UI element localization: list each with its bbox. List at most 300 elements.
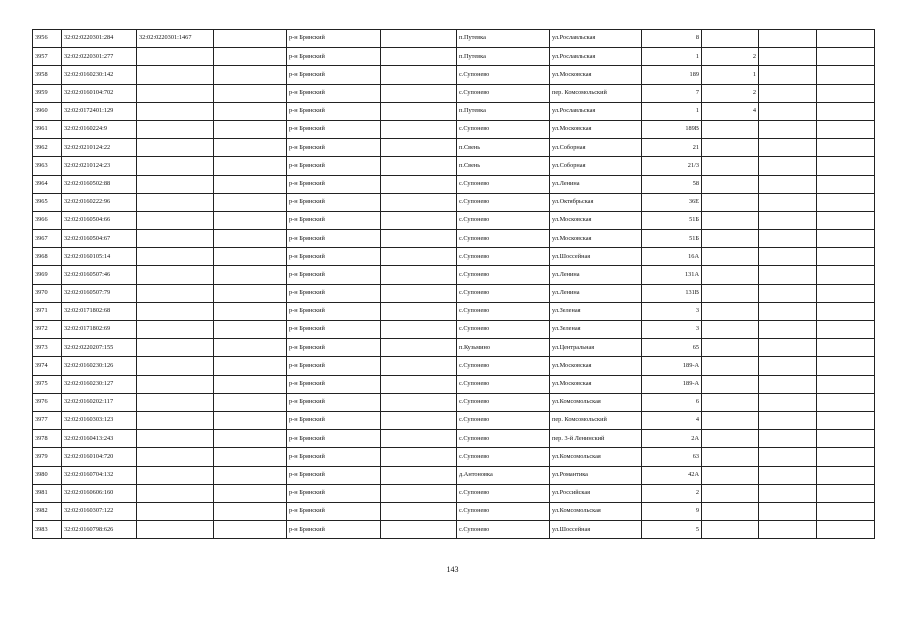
cadastral-number-cell: 32:02:0160230:142 — [62, 66, 137, 84]
street-cell: ул.Комсомольская — [550, 502, 642, 520]
empty-cell — [381, 175, 457, 193]
empty-cell — [381, 157, 457, 175]
district-cell: р-н Брянский — [287, 502, 381, 520]
empty-cell — [214, 120, 287, 138]
cadastral-number-cell: 32:02:0160704:132 — [62, 466, 137, 484]
street-cell: ул.Московская — [550, 357, 642, 375]
flat-number-cell — [702, 339, 759, 357]
table-row — [33, 175, 875, 193]
empty-cell — [214, 84, 287, 102]
district-cell: р-н Брянский — [287, 30, 381, 48]
table-row — [33, 248, 875, 266]
cadastral-number-cell: 32:02:0220301:284 — [62, 30, 137, 48]
empty-cell — [817, 102, 875, 120]
parent-cadastral-number-cell — [137, 484, 214, 502]
table-row — [33, 120, 875, 138]
district-cell: р-н Брянский — [287, 393, 381, 411]
house-number-cell: 16А — [642, 248, 702, 266]
settlement-cell: с.Супонево — [457, 302, 550, 320]
empty-cell — [817, 466, 875, 484]
parent-cadastral-number-cell — [137, 139, 214, 157]
table-row — [33, 521, 875, 539]
empty-cell — [817, 30, 875, 48]
table-row — [33, 502, 875, 520]
table-row — [33, 266, 875, 284]
empty-cell — [214, 430, 287, 448]
empty-cell — [214, 393, 287, 411]
empty-cell — [817, 502, 875, 520]
cadastral-number-cell: 32:02:0210124:22 — [62, 139, 137, 157]
street-cell: пер. Комсомольский — [550, 84, 642, 102]
parent-cadastral-number-cell — [137, 502, 214, 520]
settlement-cell: с.Супонево — [457, 120, 550, 138]
empty-cell — [817, 302, 875, 320]
street-cell: ул.Ленина — [550, 284, 642, 302]
settlement-cell: п.Путевка — [457, 48, 550, 66]
parent-cadastral-number-cell — [137, 339, 214, 357]
empty-cell — [214, 321, 287, 339]
parent-cadastral-number-cell — [137, 84, 214, 102]
empty-cell — [381, 211, 457, 229]
cadastral-number-cell: 32:02:0160606:160 — [62, 484, 137, 502]
street-cell: пер. Комсомольский — [550, 411, 642, 429]
house-number-cell: 4 — [642, 411, 702, 429]
flat-number-cell — [702, 502, 759, 520]
table-row — [33, 448, 875, 466]
empty-cell — [817, 339, 875, 357]
empty-cell — [817, 193, 875, 211]
settlement-cell: с.Супонево — [457, 248, 550, 266]
house-number-cell: 3 — [642, 321, 702, 339]
cadastral-number-cell: 32:02:0160413:243 — [62, 430, 137, 448]
flat-number-cell: 1 — [702, 66, 759, 84]
empty-cell — [381, 30, 457, 48]
table-row — [33, 157, 875, 175]
district-cell: р-н Брянский — [287, 357, 381, 375]
empty-cell — [214, 502, 287, 520]
flat-number-cell: 4 — [702, 102, 759, 120]
settlement-cell: с.Супонево — [457, 484, 550, 502]
empty-cell — [214, 484, 287, 502]
row-number-cell: 3983 — [33, 521, 62, 539]
cadastral-number-cell: 32:02:0160798:626 — [62, 521, 137, 539]
street-cell: ул.Московская — [550, 66, 642, 84]
table-row — [33, 30, 875, 48]
table-row — [33, 466, 875, 484]
parent-cadastral-number-cell — [137, 430, 214, 448]
table-row — [33, 430, 875, 448]
house-number-cell: 58 — [642, 175, 702, 193]
empty-cell — [817, 175, 875, 193]
parent-cadastral-number-cell: 32:02:0220301:1467 — [137, 30, 214, 48]
table-row — [33, 393, 875, 411]
house-number-cell: 21/3 — [642, 157, 702, 175]
flat-number-cell — [702, 321, 759, 339]
cadastral-number-cell: 32:02:0160105:14 — [62, 248, 137, 266]
district-cell: р-н Брянский — [287, 248, 381, 266]
empty-cell — [759, 102, 817, 120]
district-cell: р-н Брянский — [287, 120, 381, 138]
flat-number-cell — [702, 393, 759, 411]
cadastral-number-cell: 32:02:0160507:79 — [62, 284, 137, 302]
street-cell: ул.Зеленая — [550, 321, 642, 339]
empty-cell — [759, 466, 817, 484]
settlement-cell: с.Супонево — [457, 66, 550, 84]
table-row — [33, 375, 875, 393]
empty-cell — [759, 157, 817, 175]
row-number-cell: 3976 — [33, 393, 62, 411]
house-number-cell: 51Б — [642, 211, 702, 229]
flat-number-cell — [702, 375, 759, 393]
house-number-cell: 1 — [642, 48, 702, 66]
table-row — [33, 284, 875, 302]
cadastral-number-cell: 32:02:0220301:277 — [62, 48, 137, 66]
parent-cadastral-number-cell — [137, 466, 214, 484]
street-cell: ул.Шоссейная — [550, 248, 642, 266]
street-cell: ул.Октябрьская — [550, 193, 642, 211]
row-number-cell: 3969 — [33, 266, 62, 284]
empty-cell — [759, 139, 817, 157]
flat-number-cell — [702, 448, 759, 466]
empty-cell — [214, 193, 287, 211]
district-cell: р-н Брянский — [287, 411, 381, 429]
row-number-cell: 3956 — [33, 30, 62, 48]
empty-cell — [381, 48, 457, 66]
street-cell: ул.Романтика — [550, 466, 642, 484]
parent-cadastral-number-cell — [137, 411, 214, 429]
district-cell: р-н Брянский — [287, 321, 381, 339]
district-cell: р-н Брянский — [287, 175, 381, 193]
empty-cell — [759, 84, 817, 102]
settlement-cell: с.Супонево — [457, 321, 550, 339]
settlement-cell: с.Супонево — [457, 175, 550, 193]
row-number-cell: 3962 — [33, 139, 62, 157]
empty-cell — [381, 302, 457, 320]
cadastral-number-cell: 32:02:0172401:129 — [62, 102, 137, 120]
empty-cell — [214, 211, 287, 229]
empty-cell — [214, 466, 287, 484]
parent-cadastral-number-cell — [137, 48, 214, 66]
street-cell: ул.Ленина — [550, 175, 642, 193]
table-row — [33, 193, 875, 211]
district-cell: р-н Брянский — [287, 375, 381, 393]
settlement-cell: с.Супонево — [457, 357, 550, 375]
district-cell: р-н Брянский — [287, 230, 381, 248]
house-number-cell: 131А — [642, 266, 702, 284]
settlement-cell: с.Супонево — [457, 211, 550, 229]
empty-cell — [214, 357, 287, 375]
table-row — [33, 230, 875, 248]
district-cell: р-н Брянский — [287, 84, 381, 102]
empty-cell — [214, 230, 287, 248]
empty-cell — [817, 321, 875, 339]
cadastral-number-cell: 32:02:0160307:122 — [62, 502, 137, 520]
empty-cell — [381, 102, 457, 120]
empty-cell — [817, 120, 875, 138]
settlement-cell: с.Супонево — [457, 375, 550, 393]
settlement-cell: с.Супонево — [457, 448, 550, 466]
street-cell: пер. 3-й Ленинский — [550, 430, 642, 448]
empty-cell — [214, 448, 287, 466]
empty-cell — [817, 84, 875, 102]
table-row — [33, 357, 875, 375]
table-row — [33, 339, 875, 357]
flat-number-cell — [702, 266, 759, 284]
street-cell: ул.Комсомольская — [550, 448, 642, 466]
house-number-cell: 1 — [642, 102, 702, 120]
empty-cell — [817, 411, 875, 429]
cadastral-number-cell: 32:02:0160104:702 — [62, 84, 137, 102]
settlement-cell: с.Супонево — [457, 193, 550, 211]
flat-number-cell — [702, 30, 759, 48]
cadastral-number-cell: 32:02:0171802:68 — [62, 302, 137, 320]
settlement-cell: п.Путевка — [457, 30, 550, 48]
settlement-cell: с.Супонево — [457, 266, 550, 284]
cadastral-number-cell: 32:02:0160104:720 — [62, 448, 137, 466]
cadastral-number-cell: 32:02:0160202:117 — [62, 393, 137, 411]
flat-number-cell — [702, 193, 759, 211]
empty-cell — [381, 193, 457, 211]
parent-cadastral-number-cell — [137, 321, 214, 339]
cadastral-number-cell: 32:02:0160224:9 — [62, 120, 137, 138]
empty-cell — [759, 30, 817, 48]
empty-cell — [214, 175, 287, 193]
empty-cell — [381, 120, 457, 138]
empty-cell — [817, 448, 875, 466]
street-cell: ул.Зеленая — [550, 302, 642, 320]
district-cell: р-н Брянский — [287, 302, 381, 320]
settlement-cell: с.Супонево — [457, 430, 550, 448]
empty-cell — [759, 321, 817, 339]
settlement-cell: с.Супонево — [457, 393, 550, 411]
empty-cell — [817, 393, 875, 411]
empty-cell — [817, 48, 875, 66]
row-number-cell: 3977 — [33, 411, 62, 429]
empty-cell — [759, 211, 817, 229]
house-number-cell: 7 — [642, 84, 702, 102]
settlement-cell: с.Супонево — [457, 230, 550, 248]
row-number-cell: 3964 — [33, 175, 62, 193]
empty-cell — [759, 521, 817, 539]
page-number: 143 — [446, 565, 459, 574]
house-number-cell: 189 — [642, 66, 702, 84]
row-number-cell: 3981 — [33, 484, 62, 502]
row-number-cell: 3966 — [33, 211, 62, 229]
flat-number-cell — [702, 302, 759, 320]
row-number-cell: 3965 — [33, 193, 62, 211]
flat-number-cell — [702, 230, 759, 248]
cadastral-number-cell: 32:02:0160504:66 — [62, 211, 137, 229]
row-number-cell: 3960 — [33, 102, 62, 120]
street-cell: ул.Рославльская — [550, 102, 642, 120]
empty-cell — [759, 411, 817, 429]
flat-number-cell — [702, 484, 759, 502]
empty-cell — [381, 430, 457, 448]
flat-number-cell — [702, 120, 759, 138]
empty-cell — [381, 448, 457, 466]
empty-cell — [817, 284, 875, 302]
empty-cell — [759, 248, 817, 266]
empty-cell — [759, 430, 817, 448]
empty-cell — [214, 157, 287, 175]
table-row — [33, 102, 875, 120]
cadastral-number-cell: 32:02:0160504:67 — [62, 230, 137, 248]
district-cell: р-н Брянский — [287, 66, 381, 84]
house-number-cell: 63 — [642, 448, 702, 466]
district-cell: р-н Брянский — [287, 521, 381, 539]
table-row — [33, 84, 875, 102]
empty-cell — [214, 375, 287, 393]
settlement-cell: с.Супонево — [457, 411, 550, 429]
street-cell: ул.Соборная — [550, 139, 642, 157]
row-number-cell: 3973 — [33, 339, 62, 357]
empty-cell — [214, 339, 287, 357]
house-number-cell: 189-А — [642, 375, 702, 393]
empty-cell — [381, 139, 457, 157]
district-cell: р-н Брянский — [287, 284, 381, 302]
parent-cadastral-number-cell — [137, 375, 214, 393]
empty-cell — [759, 266, 817, 284]
row-number-cell: 3980 — [33, 466, 62, 484]
empty-cell — [817, 521, 875, 539]
flat-number-cell — [702, 139, 759, 157]
empty-cell — [214, 521, 287, 539]
district-cell: р-н Брянский — [287, 466, 381, 484]
table-row — [33, 48, 875, 66]
district-cell: р-н Брянский — [287, 102, 381, 120]
district-cell: р-н Брянский — [287, 139, 381, 157]
street-cell: ул.Рославльская — [550, 30, 642, 48]
house-number-cell: 3 — [642, 302, 702, 320]
empty-cell — [214, 30, 287, 48]
settlement-cell: с.Супонево — [457, 284, 550, 302]
empty-cell — [381, 502, 457, 520]
street-cell: ул.Московская — [550, 230, 642, 248]
empty-cell — [759, 357, 817, 375]
empty-cell — [759, 66, 817, 84]
parent-cadastral-number-cell — [137, 284, 214, 302]
row-number-cell: 3957 — [33, 48, 62, 66]
district-cell: р-н Брянский — [287, 157, 381, 175]
flat-number-cell — [702, 430, 759, 448]
cadastral-number-cell: 32:02:0210124:23 — [62, 157, 137, 175]
empty-cell — [817, 484, 875, 502]
row-number-cell: 3958 — [33, 66, 62, 84]
street-cell: ул.Московская — [550, 211, 642, 229]
empty-cell — [381, 466, 457, 484]
house-number-cell: 8 — [642, 30, 702, 48]
table-row — [33, 411, 875, 429]
flat-number-cell — [702, 521, 759, 539]
house-number-cell: 2 — [642, 484, 702, 502]
house-number-cell: 21 — [642, 139, 702, 157]
district-cell: р-н Брянский — [287, 448, 381, 466]
flat-number-cell — [702, 466, 759, 484]
empty-cell — [381, 284, 457, 302]
empty-cell — [759, 393, 817, 411]
empty-cell — [817, 211, 875, 229]
empty-cell — [381, 84, 457, 102]
district-cell: р-н Брянский — [287, 484, 381, 502]
street-cell: ул.Рославльская — [550, 48, 642, 66]
parent-cadastral-number-cell — [137, 211, 214, 229]
parent-cadastral-number-cell — [137, 175, 214, 193]
parent-cadastral-number-cell — [137, 120, 214, 138]
row-number-cell: 3963 — [33, 157, 62, 175]
empty-cell — [214, 66, 287, 84]
district-cell: р-н Брянский — [287, 48, 381, 66]
flat-number-cell — [702, 248, 759, 266]
empty-cell — [759, 48, 817, 66]
parent-cadastral-number-cell — [137, 448, 214, 466]
flat-number-cell: 2 — [702, 48, 759, 66]
parent-cadastral-number-cell — [137, 66, 214, 84]
row-number-cell: 3974 — [33, 357, 62, 375]
settlement-cell: с.Супонево — [457, 521, 550, 539]
table-row — [33, 66, 875, 84]
empty-cell — [759, 284, 817, 302]
empty-cell — [817, 375, 875, 393]
parent-cadastral-number-cell — [137, 521, 214, 539]
cadastral-number-cell: 32:02:0160230:126 — [62, 357, 137, 375]
street-cell: ул.Шоссейная — [550, 521, 642, 539]
street-cell: ул.Ленина — [550, 266, 642, 284]
empty-cell — [381, 484, 457, 502]
district-cell: р-н Брянский — [287, 339, 381, 357]
house-number-cell: 36Е — [642, 193, 702, 211]
house-number-cell: 9 — [642, 502, 702, 520]
district-cell: р-н Брянский — [287, 193, 381, 211]
house-number-cell: 5 — [642, 521, 702, 539]
empty-cell — [817, 157, 875, 175]
district-cell: р-н Брянский — [287, 266, 381, 284]
house-number-cell: 65 — [642, 339, 702, 357]
cadastral-number-cell: 32:02:0160230:127 — [62, 375, 137, 393]
cadastral-number-cell: 32:02:0220207:155 — [62, 339, 137, 357]
house-number-cell: 131В — [642, 284, 702, 302]
empty-cell — [381, 339, 457, 357]
empty-cell — [817, 357, 875, 375]
empty-cell — [759, 175, 817, 193]
house-number-cell: 189В — [642, 120, 702, 138]
empty-cell — [381, 521, 457, 539]
empty-cell — [759, 120, 817, 138]
empty-cell — [759, 375, 817, 393]
empty-cell — [759, 484, 817, 502]
flat-number-cell — [702, 175, 759, 193]
house-number-cell: 51Б — [642, 230, 702, 248]
parent-cadastral-number-cell — [137, 357, 214, 375]
empty-cell — [381, 321, 457, 339]
parent-cadastral-number-cell — [137, 266, 214, 284]
empty-cell — [817, 139, 875, 157]
empty-cell — [381, 411, 457, 429]
row-number-cell: 3959 — [33, 84, 62, 102]
parent-cadastral-number-cell — [137, 102, 214, 120]
empty-cell — [214, 284, 287, 302]
settlement-cell: п.Свень — [457, 157, 550, 175]
house-number-cell: 2А — [642, 430, 702, 448]
flat-number-cell: 2 — [702, 84, 759, 102]
flat-number-cell — [702, 284, 759, 302]
parent-cadastral-number-cell — [137, 302, 214, 320]
row-number-cell: 3968 — [33, 248, 62, 266]
street-cell: ул.Московская — [550, 120, 642, 138]
empty-cell — [214, 48, 287, 66]
empty-cell — [759, 302, 817, 320]
district-cell: р-н Брянский — [287, 211, 381, 229]
empty-cell — [759, 230, 817, 248]
